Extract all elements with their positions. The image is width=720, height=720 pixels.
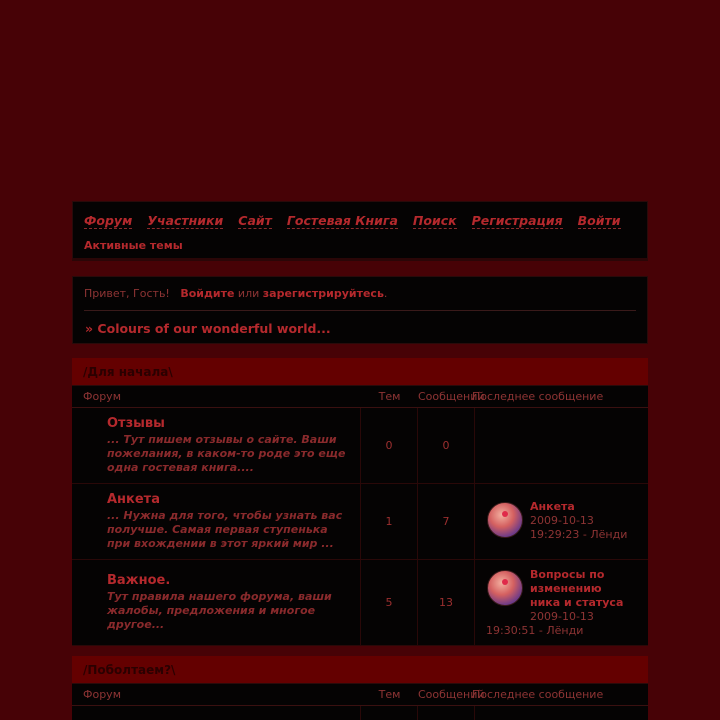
col-forum: Форум (83, 688, 121, 701)
forum-description: Тут правила нашего форума, ваши жалобы, предложения и многое другое... (107, 590, 332, 631)
nav-register[interactable]: Регистрация (471, 212, 563, 228)
greeting-panel (72, 276, 648, 344)
category-chat (72, 656, 648, 720)
col-last-post: Последнее сообщение (472, 688, 604, 701)
avatar[interactable] (487, 502, 523, 538)
nav-forum[interactable]: Форум (84, 212, 133, 228)
main-navigation (72, 201, 648, 261)
last-post-date: 2009-10-13 (530, 610, 594, 623)
forum-row (72, 560, 648, 646)
forum-container (72, 201, 648, 720)
forum-row (72, 484, 648, 560)
category-title[interactable]: /Поболтаем?\ (83, 663, 176, 677)
post-count: 13 (418, 560, 475, 645)
last-post-empty (475, 408, 648, 483)
col-posts: Сообщений (418, 390, 485, 403)
nav-site[interactable]: Сайт (238, 212, 272, 228)
forum-info (72, 484, 361, 559)
board-title[interactable]: » Colours of our wonderful world... (85, 321, 331, 336)
forum-info (72, 706, 361, 720)
last-post-title[interactable]: Анкета (530, 500, 575, 513)
forum-title[interactable]: Отзывы (107, 416, 165, 431)
last-post-info (486, 500, 644, 542)
greeting-dot: . (383, 287, 388, 300)
forum-description: ... Нужна для того, чтобы узнать вас получше. Самая первая ступенька при вхождении в этот яркий мир ... (107, 509, 343, 550)
last-post-date: 2009-10-13 (530, 514, 594, 527)
forum-title[interactable]: Анкета (107, 492, 160, 507)
last-post (475, 706, 648, 720)
active-topics-link[interactable]: Активные темы (84, 239, 183, 252)
category-title[interactable]: /Для начала\ (83, 365, 173, 379)
topic-count: 1 (361, 484, 418, 559)
forum-row (72, 408, 648, 484)
column-headers (72, 684, 648, 706)
forum-title[interactable]: Важное. (107, 573, 171, 588)
last-post-title[interactable]: Вопросы по изменению ника и статуса (530, 568, 624, 609)
last-post-time-user: 19:29:23 - Лёнди (530, 528, 628, 541)
avatar[interactable] (487, 570, 523, 606)
post-count: 7 (418, 484, 475, 559)
category-header (72, 358, 648, 386)
last-post-time-user: 19:30:51 - Лёнди (486, 624, 584, 637)
nav-guestbook[interactable]: Гостевая Книга (286, 212, 398, 228)
col-posts: Сообщений (418, 688, 485, 701)
last-post (475, 560, 648, 645)
greeting-line (84, 287, 636, 301)
greeting-hello: Привет, Гость! (84, 287, 170, 300)
forum-info (72, 560, 361, 645)
col-topics: Тем (378, 390, 401, 403)
last-post-info (486, 568, 644, 638)
nav-members[interactable]: Участники (147, 212, 224, 228)
register-link[interactable]: зарегистрируйтесь (262, 287, 384, 300)
col-topics: Тем (378, 688, 401, 701)
post-count: 0 (418, 408, 475, 483)
topic-count: 0 (361, 408, 418, 483)
greeting-or: или (237, 287, 260, 300)
topic-count: 5 (361, 560, 418, 645)
forum-info (72, 408, 361, 483)
last-post (475, 484, 648, 559)
nav-sub (84, 239, 636, 252)
forum-description: ... Тут пишем отзывы о сайте. Ваши пожелания, в каком-то роде это еще одна гостевая книга.... (107, 433, 346, 474)
nav-login[interactable]: Войти (577, 212, 621, 228)
col-forum: Форум (83, 390, 121, 403)
nav-search[interactable]: Поиск (412, 212, 457, 228)
column-headers (72, 386, 648, 408)
last-post-text (530, 568, 644, 624)
nav-links (84, 209, 636, 233)
col-last-post: Последнее сообщение (472, 390, 604, 403)
category-header (72, 656, 648, 684)
topic-count (361, 706, 418, 720)
login-link[interactable]: Войдите (180, 287, 235, 300)
forum-row (72, 706, 648, 720)
last-post-text (530, 500, 644, 542)
divider (84, 310, 636, 311)
category-start (72, 358, 648, 646)
post-count (418, 706, 475, 720)
